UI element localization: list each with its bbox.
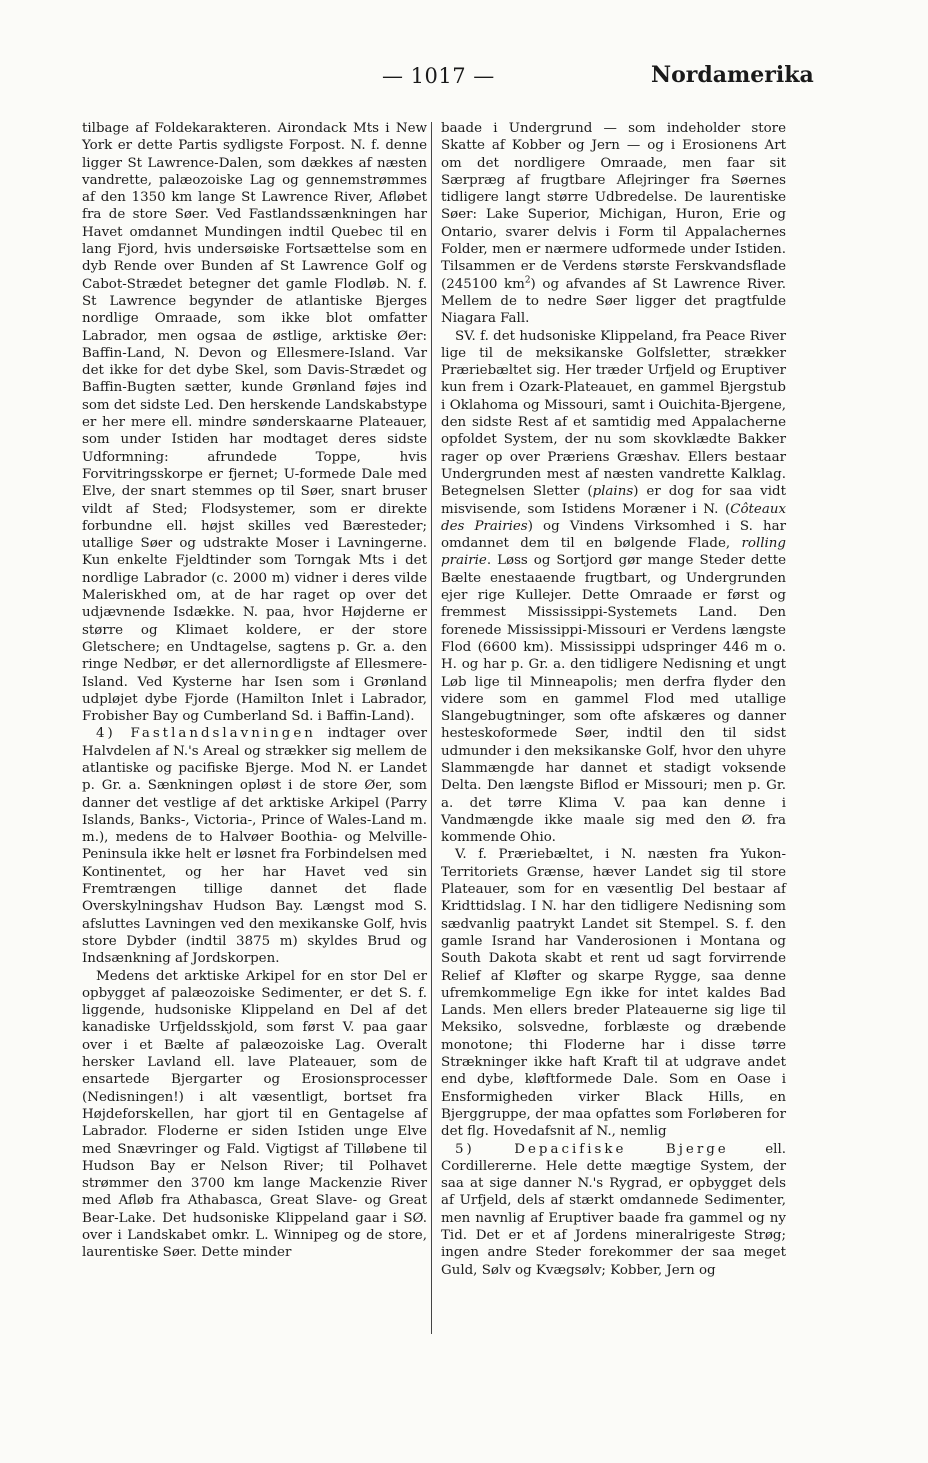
paragraph: Medens det arktiske Arkipel for en stor Del er opbygget af palæozoiske Sedimenter, er det S. f. liggende, hudsoniske Klippeland en Del af det kanadiske Urfjeldsskjold, som først V. paa gaar over i et Bælte af palæozoiske Lag. Overalt hersker Lavland ell. lave Plateauer, som de ensartede Bjergarter og Erosionsprocesser (Nedisningen!) i alt væsentligt, bortset fra Højdeforskellen, har gjort til en Gentagelse af Labrador. Floderne er siden Istiden unge Elve med Snævringer og Fald. Vigtigst af Tilløbene til Hudson Bay er Nelson River; til Polhavet strømmer den 3700 km lange Mackenzie River med Afløb fra Athabasca, Great Slave- og Great Bear-Lake. Det hudsoniske Klippeland gaar i SØ. over i Landskabet omkr. L. Winnipeg og de store, laurentiske Søer. Dette minder [82,968,427,1261]
paragraph [441,1141,786,1279]
column-rule [431,122,432,1334]
paragraph [441,120,786,328]
page-number: — 1017 — [382,64,495,88]
paragraph-text: ) og afvandes af St Lawrence River. Mellem de to nedre Søer ligger det pragtfulde Niagara Fall. [441,276,786,327]
paragraph-text: indtager over Halvdelen af N.'s Areal og strækker sig mellem de atlantiske og pacifiske Bjerge. Mod N. er Landet p. Gr. a. Sænkningen opløst i de store Øer, som danner det vestlige af det arktiske Arkipel (Parry Islands, Banks-, Victoria-, Prince of Wales-Land m. m.), medens de to Halvøer Boothia- og Melville-Peninsula ikke helt er løsnet fra Forbindelsen med Kontinentet, og her har Havet ved sin Fremtrængen tillige dannet det flade Overskylningshav Hudson Bay. Længst mod S. afsluttes Lavningen ved den mexikanske Golf, hvis store Dybder (indtil 3875 m) skyldes Brud og Indsænkning af Jordskorpen. [82,726,427,967]
paragraph-text: ) er dog for saa vidt misvisende, som Istidens Moræner i N. ( [441,484,786,517]
paragraph-text: . Løss og Sortjord gør mange Steder dette Bælte enestaaende frugtbart, og Undergrunden ejer rige Kullejer. Dette Omraade er først og fremmest Mississippi-Systemets Land. Den forenede Mississippi-Missouri er Verdens længste Flod (6600 km). Mississippi udspringer 446 m o. H. og har p. Gr. a. den tidligere Nedisning et ungt Løb lige til Minneapolis; men derfra flyder den videre som en gammel Flod med utallige Slangebugtninger, som ofte afskæres og danner hesteskoformede Søer, indtil den til sidst udmunder i den meksikanske Golf, hvor den uhyre Slammængde har dannet et stadigt voksende Delta. Den længste Biflod er Missouri; men p. Gr. a. det tørre Klima V. paa kan denne i Vandmængde ikke maale sig med den Ø. fra kommende Ohio. [441,553,786,846]
paragraph: V. f. Præriebæltet, i N. næsten fra Yukon-Territoriets Grænse, hæver Landet sig til store Plateauer, som for en væsentlig Del bestaar af Kridttidslag. I N. har den tidligere Nedisning som sædvanlig paatrykt Landet sit Stempel. S. f. den gamle Isrand har Vanderosionen i Montana og South Dakota skabt et rent ud sagt forvirrende Relief af Kløfter og skarpe Rygge, saa denne ufremkommelige Egn ikke for intet kaldes Bad Lands. Men ellers breder Plateauerne sig lige til Meksiko, solsvedne, forblæste og dræbende monotone; thi Floderne har i disse tørre Strækninger ikke haft Kraft til at udgrave andet end dybe, kløftformede Dale. Som en Oase i Ensformigheden virker Black Hills, en Bjerggruppe, der maa opfattes som Forløberen for det flg. Hovedafsnit af N., nemlig [441,847,786,1140]
section-lead: 4) Fastlandslavningen [96,726,316,742]
paragraph [441,328,786,847]
superscript: 2 [524,275,531,286]
italic-term: Côteaux des Prairies [441,501,786,534]
italic-term: plains [592,484,634,500]
right-column [441,120,786,1279]
paragraph-text: SV. f. det hudsoniske Klippeland, fra Peace River lige til de meksikanske Golfsletter, strækker Præriebæltet sig. Her træder Urfjeld og Eruptiver kun frem i Ozark-Plateauet, en gammel Bjergstub i Oklahoma og Missouri, samt i Ouichita-Bjergene, den sidste Rest af et samtidig med Appalacherne opfoldet System, der nu som skovklædte Bakker rager op over Præriens Græshav. Ellers bestaar Undergrunden mest af næsten vandrette Kalklag. Betegnelsen Sletter ( [441,328,786,500]
paragraph-text: ) og Vindens Virksomhed i S. har omdannet dem til en bølgende Flade, [441,518,786,552]
section-lead: 5) Depacifiske Bjerge [455,1141,729,1157]
left-column [82,120,427,1262]
paragraph: tilbage af Foldekarakteren. Airondack Mts i New York er dette Partis sydligste Forpost. N. f. denne ligger St Lawrence-Dalen, som dækkes af næsten vandrette, palæozoiske Lag og gennemstrømmes af den 1350 km lange St Lawrence River, Afløbet fra de store Søer. Ved Fastlandssænkningen har Havet omdannet Mundingen indtil Quebec til en lang Fjord, hvis undersøiske Fortsættelse som en dyb Rende over Bunden af St Lawrence Golf og Cabot-Strædet betegner det gamle Flodløb. N. f. St Lawrence begynder de atlantiske Bjerges nordlige Omraade, som ikke blot omfatter Labrador, men ogsaa de østlige, arktiske Øer: Baffin-Land, N. Devon og Ellesmere-Island. Var det ikke for det dybe Skel, som Davis-Strædet og Baffin-Bugten sætter, kunde Grønland føjes ind som det sidste Led. Den herskende Landskabstype er her mere ell. mindre sønderskaarne Plateauer, som under Istiden har modtaget deres sidste Udformning: afrundede Toppe, hvis Forvitringsskorpe er fjernet; U-formede Dale med Elve, der snart stemmes op til Søer, snart bruser vildt af Sted; Flodsystemer, som er direkte forbundne ell. højst skilles ved Bæresteder; utallige Søer og udstrakte Moser i Lavningerne. Kun enkelte Fjeldtinder som Torngak Mts i det nordlige Labrador (c. 2000 m) vidner i deres vilde Maleriskhed om, at de har raget op over det udjævnende Isdække. N. paa, hvor Højderne er større og Klimaet koldere, er der store Gletschere; en Undtagelse, sagtens p. Gr. a. den ringe Nedbør, er det allernordligste af Ellesmere-Island. Ved Kysterne har Isen som i Grønland udpløjet dybe Fjorde (Hamilton Inlet i Labrador, Frobisher Bay og Cumberland Sd. i Baffin-Land). [82,121,427,725]
paragraph-text: ell. Cordillererne. Hele dette mægtige System, der saa at sige danner N.'s Rygrad, er opbygget dels af Urfjeld, dels af stærkt omdannede Sedimenter, men navnlig af Eruptiver baade fra gammel og ny Tid. Det er et af Jordens mineralrigeste Strøg; ingen andre Steder forekommer der saa meget Guld, Sølv og Kvægsølv; Kobber, Jern og [441,1141,786,1278]
paragraph-text: baade i Undergrund — som indeholder store Skatte af Kobber og Jern — og i Erosionens Art om det nordligere Omraade, men faar sit Særpræg af frugtbare Aflejringer fra Søernes tidligere langt større Udbredelse. De laurentiske Søer: Lake Superior, Michigan, Huron, Erie og Ontario, svarer delvis i Form til Appalachernes Folder, men er nærmere udformede under Istiden. Tilsammen er de Verdens største Ferskvandsflade (245100 km [441,121,786,292]
italic-term: rolling prairie [441,536,786,569]
running-head: Nordamerika [651,62,814,88]
paragraph [82,725,427,967]
